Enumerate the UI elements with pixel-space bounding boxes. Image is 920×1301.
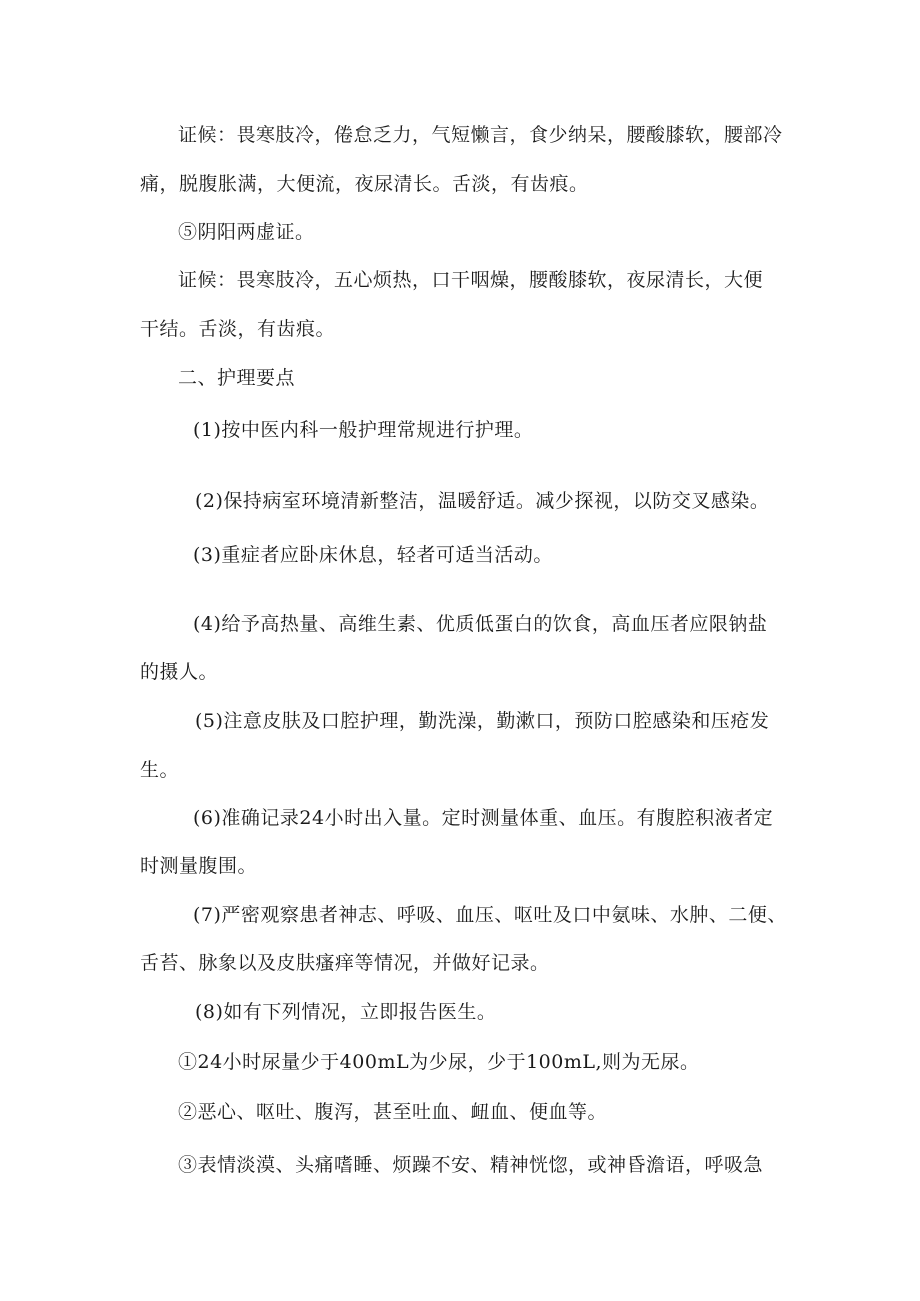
text-line: 的摄人。 [140,661,219,683]
text-line: (7)严密观察患者神志、呼吸、血压、呕吐及口中氨味、水肿、二便、 [193,904,787,926]
text-line: (1)按中医内科一般护理常规进行护理。 [193,419,534,441]
text-line: 生。 [140,759,180,781]
text-line: (8)如有下列情况，立即报告医生。 [195,1001,497,1023]
text-line: ⑤阴阳两虚证。 [178,221,315,243]
text-line: 证候：畏寒肢冷，倦怠乏力，气短懒言，食少纳呆，腰酸膝软，腰部冷 [178,124,783,146]
text-line: (2)保持病室环境清新整洁，温暖舒适。减少探视，以防交叉感染。 [195,490,770,512]
text-line: 痛，脱腹胀满，大便流，夜尿清长。舌淡，有齿痕。 [140,173,589,195]
text-line: (6)准确记录24小时出入量。定时测量体重、血压。有腹腔积液者定 [193,807,774,829]
section-heading: 二、护理要点 [178,367,296,389]
text-line: 干结。舌淡，有齿痕。 [140,318,336,340]
text-line: 证候：畏寒肢冷，五心烦热，口干咽燥，腰酸膝软，夜尿清长，大便 [178,269,764,291]
text-line: (4)给予高热量、高维生素、优质低蛋白的饮食，高血压者应限钠盐 [193,613,768,635]
text-line: 时测量腹围。 [140,855,258,877]
text-line: (5)注意皮肤及口腔护理，勤洗澡，勤漱口，预防口腔感染和压疮发 [195,710,770,732]
text-line: (3)重症者应卧床休息，轻者可适当活动。 [193,544,553,566]
text-line: ③表情淡漠、头痛嗜睡、烦躁不安、精神恍惚，或神昏澹语，呼吸急 [178,1154,764,1176]
text-line: ①24小时尿量少于400mL为少尿，少于100mL,则为无尿。 [178,1051,700,1073]
text-line: 舌苔、脉象以及皮肤瘙痒等情况，并做好记录。 [140,952,550,974]
text-line: ②恶心、呕吐、腹泻，甚至吐血、衄血、便血等。 [178,1101,608,1123]
